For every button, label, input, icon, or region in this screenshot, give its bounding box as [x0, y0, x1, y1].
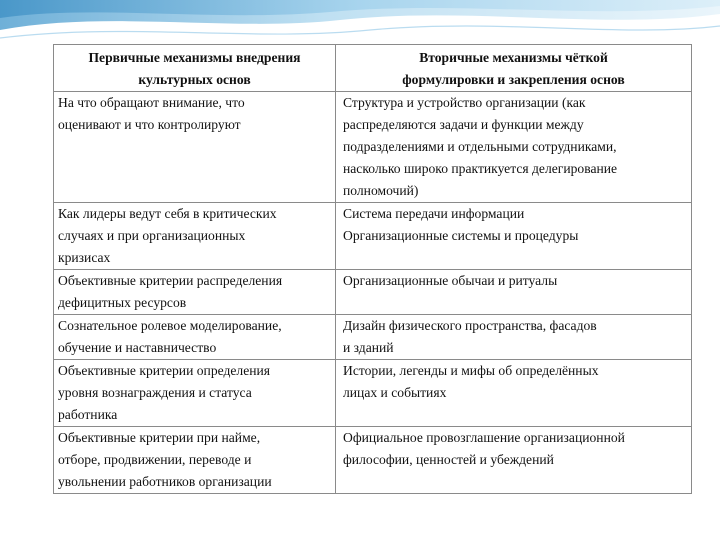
cell-line: лицах и событиях — [343, 385, 447, 400]
cell-line: Как лидеры ведут себя в критических — [58, 206, 277, 221]
secondary-cell — [336, 360, 692, 427]
cell-line: подразделениями и отдельными сотрудниками, — [343, 139, 617, 154]
header-line: культурных основ — [138, 72, 251, 87]
table-row — [54, 427, 692, 494]
cell-line: оценивают и что контролируют — [58, 117, 241, 132]
cell-line: и зданий — [343, 340, 394, 355]
secondary-cell — [336, 203, 692, 270]
cell-line: Объективные критерии определения — [58, 363, 271, 378]
table-row — [54, 270, 692, 315]
culture-mechanisms-table — [53, 44, 692, 494]
cell-line: дефицитных ресурсов — [58, 295, 187, 310]
table-row — [54, 360, 692, 427]
cell-line: увольнении работников организации — [58, 474, 272, 489]
header-line: Первичные механизмы внедрения — [88, 50, 301, 65]
decorative-wave-header — [0, 0, 720, 48]
cell-line: случаях и при организационных — [58, 228, 246, 243]
secondary-cell — [336, 270, 692, 315]
cell-line: На что обращают внимание, что — [58, 95, 245, 110]
cell-line: Организационные обычаи и ритуалы — [343, 273, 558, 288]
cell-line: работника — [58, 407, 118, 422]
primary-cell — [54, 427, 336, 494]
cell-line: Структура и устройство организации (как — [343, 95, 586, 110]
secondary-cell — [336, 315, 692, 360]
cell-line: Сознательное ролевое моделирование, — [58, 318, 282, 333]
cell-line: полномочий) — [343, 183, 419, 198]
table-row — [54, 315, 692, 360]
cell-line: Объективные критерии распределения — [58, 273, 283, 288]
primary-cell — [54, 92, 336, 203]
primary-cell — [54, 270, 336, 315]
table-header-row — [54, 45, 692, 92]
primary-cell — [54, 315, 336, 360]
cell-line: уровня вознаграждения и статуса — [58, 385, 252, 400]
table-row — [54, 203, 692, 270]
cell-line: Дизайн физического пространства, фасадов — [343, 318, 597, 333]
cell-line: философии, ценностей и убеждений — [343, 452, 554, 467]
cell-line: обучение и наставничество — [58, 340, 217, 355]
cell-line: Объективные критерии при найме, — [58, 430, 261, 445]
cell-line: Истории, легенды и мифы об определённых — [343, 363, 599, 378]
header-primary-mechanisms — [54, 45, 336, 92]
wave-decoration — [0, 0, 720, 48]
header-secondary-mechanisms — [336, 45, 692, 92]
secondary-cell — [336, 427, 692, 494]
primary-cell — [54, 203, 336, 270]
cell-line: Официальное провозглашение организационной — [343, 430, 625, 445]
header-line: Вторичные механизмы чёткой — [419, 50, 608, 65]
primary-cell — [54, 360, 336, 427]
header-line: формулировки и закрепления основ — [402, 72, 625, 87]
cell-line: Система передачи информации — [343, 206, 525, 221]
cell-line: Организационные системы и процедуры — [343, 228, 579, 243]
cell-line: распределяются задачи и функции между — [343, 117, 584, 132]
cell-line: насколько широко практикуется делегирование — [343, 161, 618, 176]
cell-line: кризисах — [58, 250, 111, 265]
cell-line: отборе, продвижении, переводе и — [58, 452, 252, 467]
secondary-cell — [336, 92, 692, 203]
table-row — [54, 92, 692, 203]
